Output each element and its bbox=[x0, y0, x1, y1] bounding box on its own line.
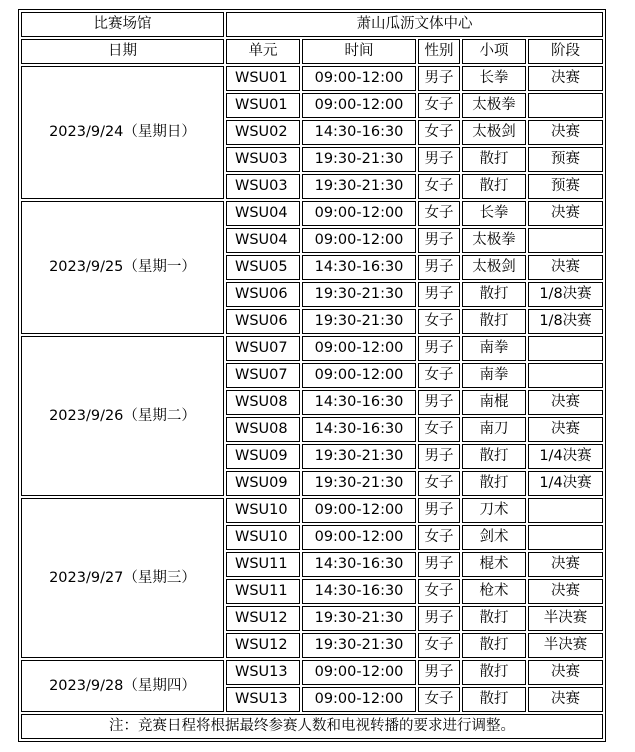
event-cell: 棍术 bbox=[462, 552, 526, 577]
unit-cell: WSU01 bbox=[226, 93, 300, 118]
gender-cell: 男子 bbox=[418, 255, 460, 280]
event-cell: 枪术 bbox=[462, 579, 526, 604]
event-cell: 散打 bbox=[462, 606, 526, 631]
gender-cell: 女子 bbox=[418, 363, 460, 388]
stage-cell: 1/8决赛 bbox=[528, 309, 603, 334]
unit-cell: WSU04 bbox=[226, 201, 300, 226]
stage-cell bbox=[528, 93, 603, 118]
gender-cell: 男子 bbox=[418, 336, 460, 361]
event-cell: 散打 bbox=[462, 633, 526, 658]
unit-cell: WSU13 bbox=[226, 687, 300, 712]
event-cell: 散打 bbox=[462, 282, 526, 307]
time-cell: 09:00-12:00 bbox=[302, 93, 416, 118]
unit-cell: WSU10 bbox=[226, 525, 300, 550]
event-cell: 散打 bbox=[462, 174, 526, 199]
event-cell: 散打 bbox=[462, 444, 526, 469]
gender-cell: 男子 bbox=[418, 606, 460, 631]
stage-cell: 决赛 bbox=[528, 660, 603, 685]
time-cell: 14:30-16:30 bbox=[302, 552, 416, 577]
unit-cell: WSU12 bbox=[226, 633, 300, 658]
stage-cell: 决赛 bbox=[528, 66, 603, 91]
gender-cell: 男子 bbox=[418, 282, 460, 307]
time-cell: 19:30-21:30 bbox=[302, 282, 416, 307]
gender-cell: 女子 bbox=[418, 417, 460, 442]
stage-cell: 1/4决赛 bbox=[528, 471, 603, 496]
unit-cell: WSU03 bbox=[226, 174, 300, 199]
gender-cell: 女子 bbox=[418, 174, 460, 199]
date-cell: 2023/9/26（星期二） bbox=[21, 336, 224, 496]
unit-cell: WSU12 bbox=[226, 606, 300, 631]
event-cell: 散打 bbox=[462, 687, 526, 712]
competition-schedule-table bbox=[18, 9, 606, 742]
time-cell: 14:30-16:30 bbox=[302, 390, 416, 415]
stage-cell: 决赛 bbox=[528, 687, 603, 712]
gender-cell: 男子 bbox=[418, 552, 460, 577]
event-cell: 散打 bbox=[462, 309, 526, 334]
venue-name: 萧山瓜沥文体中心 bbox=[226, 12, 603, 37]
gender-cell: 男子 bbox=[418, 147, 460, 172]
unit-cell: WSU03 bbox=[226, 147, 300, 172]
stage-cell: 决赛 bbox=[528, 579, 603, 604]
table-row bbox=[21, 336, 603, 361]
time-cell: 19:30-21:30 bbox=[302, 309, 416, 334]
stage-cell: 决赛 bbox=[528, 255, 603, 280]
table-row bbox=[21, 66, 603, 91]
stage-cell: 决赛 bbox=[528, 201, 603, 226]
unit-cell: WSU07 bbox=[226, 363, 300, 388]
gender-column-header: 性别 bbox=[418, 39, 460, 64]
date-cell: 2023/9/25（星期一） bbox=[21, 201, 224, 334]
table-row bbox=[21, 498, 603, 523]
event-cell: 太极剑 bbox=[462, 255, 526, 280]
time-cell: 19:30-21:30 bbox=[302, 147, 416, 172]
unit-cell: WSU08 bbox=[226, 390, 300, 415]
stage-cell: 决赛 bbox=[528, 417, 603, 442]
gender-cell: 女子 bbox=[418, 687, 460, 712]
unit-cell: WSU11 bbox=[226, 552, 300, 577]
stage-cell: 决赛 bbox=[528, 390, 603, 415]
time-cell: 19:30-21:30 bbox=[302, 633, 416, 658]
event-cell: 太极剑 bbox=[462, 120, 526, 145]
schedule-body bbox=[21, 12, 603, 739]
date-cell: 2023/9/27（星期三） bbox=[21, 498, 224, 658]
unit-cell: WSU10 bbox=[226, 498, 300, 523]
time-cell: 14:30-16:30 bbox=[302, 579, 416, 604]
time-cell: 19:30-21:30 bbox=[302, 444, 416, 469]
unit-cell: WSU08 bbox=[226, 417, 300, 442]
event-cell: 南拳 bbox=[462, 363, 526, 388]
unit-cell: WSU09 bbox=[226, 444, 300, 469]
unit-column-header: 单元 bbox=[226, 39, 300, 64]
gender-cell: 男子 bbox=[418, 660, 460, 685]
note-row bbox=[21, 714, 603, 739]
stage-cell bbox=[528, 228, 603, 253]
time-cell: 09:00-12:00 bbox=[302, 201, 416, 226]
event-cell: 长拳 bbox=[462, 201, 526, 226]
stage-cell: 预赛 bbox=[528, 174, 603, 199]
column-header-row bbox=[21, 39, 603, 64]
date-cell: 2023/9/24（星期日） bbox=[21, 66, 224, 199]
event-cell: 散打 bbox=[462, 471, 526, 496]
event-cell: 南刀 bbox=[462, 417, 526, 442]
time-cell: 19:30-21:30 bbox=[302, 471, 416, 496]
time-column-header: 时间 bbox=[302, 39, 416, 64]
event-cell: 散打 bbox=[462, 147, 526, 172]
time-cell: 09:00-12:00 bbox=[302, 525, 416, 550]
stage-cell bbox=[528, 363, 603, 388]
event-cell: 南拳 bbox=[462, 336, 526, 361]
time-cell: 09:00-12:00 bbox=[302, 687, 416, 712]
stage-cell: 1/4决赛 bbox=[528, 444, 603, 469]
unit-cell: WSU06 bbox=[226, 282, 300, 307]
time-cell: 14:30-16:30 bbox=[302, 120, 416, 145]
unit-cell: WSU11 bbox=[226, 579, 300, 604]
unit-cell: WSU07 bbox=[226, 336, 300, 361]
gender-cell: 男子 bbox=[418, 498, 460, 523]
venue-label: 比赛场馆 bbox=[21, 12, 224, 37]
event-cell: 太极拳 bbox=[462, 93, 526, 118]
gender-cell: 女子 bbox=[418, 93, 460, 118]
stage-cell: 预赛 bbox=[528, 147, 603, 172]
time-cell: 09:00-12:00 bbox=[302, 498, 416, 523]
time-cell: 19:30-21:30 bbox=[302, 174, 416, 199]
gender-cell: 男子 bbox=[418, 228, 460, 253]
gender-cell: 男子 bbox=[418, 390, 460, 415]
schedule-note: 注：竞赛日程将根据最终参赛人数和电视转播的要求进行调整。 bbox=[21, 714, 603, 739]
event-cell: 南棍 bbox=[462, 390, 526, 415]
time-cell: 19:30-21:30 bbox=[302, 606, 416, 631]
gender-cell: 女子 bbox=[418, 120, 460, 145]
event-cell: 长拳 bbox=[462, 66, 526, 91]
stage-cell bbox=[528, 336, 603, 361]
unit-cell: WSU02 bbox=[226, 120, 300, 145]
time-cell: 09:00-12:00 bbox=[302, 66, 416, 91]
stage-cell: 决赛 bbox=[528, 552, 603, 577]
unit-cell: WSU05 bbox=[226, 255, 300, 280]
unit-cell: WSU13 bbox=[226, 660, 300, 685]
venue-row bbox=[21, 12, 603, 37]
table-row bbox=[21, 660, 603, 685]
stage-cell: 半决赛 bbox=[528, 633, 603, 658]
gender-cell: 男子 bbox=[418, 444, 460, 469]
date-cell: 2023/9/28（星期四） bbox=[21, 660, 224, 712]
unit-cell: WSU01 bbox=[226, 66, 300, 91]
time-cell: 14:30-16:30 bbox=[302, 255, 416, 280]
unit-cell: WSU09 bbox=[226, 471, 300, 496]
event-cell: 太极拳 bbox=[462, 228, 526, 253]
stage-cell bbox=[528, 525, 603, 550]
stage-cell: 1/8决赛 bbox=[528, 282, 603, 307]
time-cell: 14:30-16:30 bbox=[302, 417, 416, 442]
stage-cell bbox=[528, 498, 603, 523]
gender-cell: 女子 bbox=[418, 579, 460, 604]
gender-cell: 女子 bbox=[418, 525, 460, 550]
time-cell: 09:00-12:00 bbox=[302, 363, 416, 388]
unit-cell: WSU04 bbox=[226, 228, 300, 253]
gender-cell: 女子 bbox=[418, 633, 460, 658]
stage-cell: 决赛 bbox=[528, 120, 603, 145]
gender-cell: 女子 bbox=[418, 201, 460, 226]
event-cell: 散打 bbox=[462, 660, 526, 685]
gender-cell: 女子 bbox=[418, 471, 460, 496]
table-row bbox=[21, 201, 603, 226]
unit-cell: WSU06 bbox=[226, 309, 300, 334]
time-cell: 09:00-12:00 bbox=[302, 228, 416, 253]
stage-cell: 半决赛 bbox=[528, 606, 603, 631]
time-cell: 09:00-12:00 bbox=[302, 660, 416, 685]
event-column-header: 小项 bbox=[462, 39, 526, 64]
event-cell: 刀术 bbox=[462, 498, 526, 523]
gender-cell: 男子 bbox=[418, 66, 460, 91]
date-column-header: 日期 bbox=[21, 39, 224, 64]
time-cell: 09:00-12:00 bbox=[302, 336, 416, 361]
stage-column-header: 阶段 bbox=[528, 39, 603, 64]
event-cell: 剑术 bbox=[462, 525, 526, 550]
gender-cell: 女子 bbox=[418, 309, 460, 334]
